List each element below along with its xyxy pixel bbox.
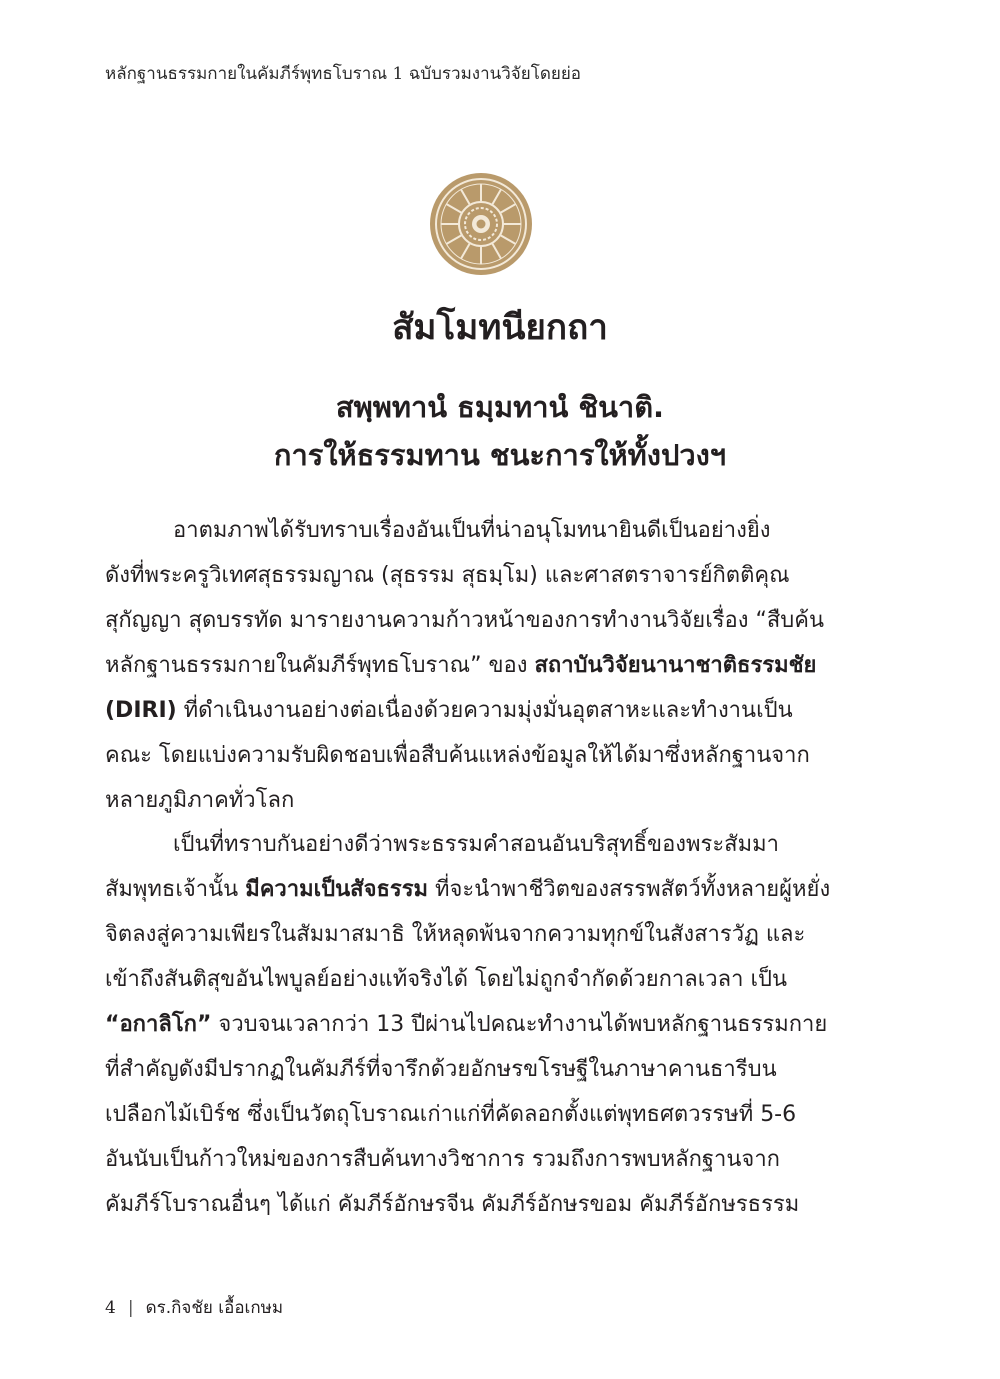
page-number: 4 (105, 1298, 116, 1318)
text-run: หลักฐานธรรมกายในคัมภีร์พุทธโบราณ” ของ (105, 653, 535, 678)
emphasis-akaliko: “อกาลิโก” (105, 1012, 212, 1037)
thai-verse: การให้ธรรมทาน ชนะการให้ทั้งปวงฯ (273, 438, 727, 472)
paragraph-line (105, 553, 865, 598)
text-run: เปลือกไม้เบิร์ช ซึ่งเป็นวัตถุโบราณเก่าแก่ที่คัดลอกตั้งแต่พุทธศตวรรษที่ 5-6 (105, 1102, 797, 1127)
text-run: จิตลงสู่ความเพียรในสัมมาสมาธิ ให้หลุดพ้นจากความทุกข์ในสังสารวัฏ และ (105, 922, 806, 947)
dharma-wheel-icon (428, 171, 534, 277)
text-run: ที่ดำเนินงานอย่างต่อเนื่องด้วยความมุ่งมั่นอุตสาหะและทำงานเป็น (176, 698, 793, 723)
paragraph-line (105, 643, 865, 688)
paragraph-line (105, 1137, 865, 1182)
text-run: เป็นที่ทราบกันอย่างดีว่าพระธรรมคำสอนอันบริสุทธิ์ของพระสัมมา (173, 832, 779, 857)
paragraph-1 (105, 508, 865, 823)
text-run: อันนับเป็นก้าวใหม่ของการสืบค้นทางวิชาการ รวมถึงการพบหลักฐานจาก (105, 1147, 780, 1172)
paragraph-line (105, 1047, 865, 1092)
paragraph-line (105, 822, 865, 867)
paragraph-line (105, 688, 865, 733)
page-title: สัมโมทนียกถา (392, 308, 608, 348)
paragraph-line (105, 1002, 865, 1047)
paragraph-line (105, 957, 865, 1002)
text-run: เข้าถึงสันติสุขอันไพบูลย์อย่างแท้จริงได้ โดยไม่ถูกจำกัดด้วยกาลเวลา เป็น (105, 967, 787, 992)
text-run: หลายภูมิภาคทั่วโลก (105, 788, 295, 813)
paragraph-2 (105, 822, 865, 1227)
text-run: ที่จะนำพาชีวิตของสรรพสัตว์ทั้งหลายผู้หยั่ง (428, 877, 831, 902)
paragraph-line (105, 778, 865, 823)
paragraph-line (105, 508, 865, 553)
paragraph-line (105, 1182, 865, 1227)
pali-verse: สพฺพทานํ ธมฺมทานํ ชินาติ. (335, 390, 665, 424)
footer-separator: | (127, 1298, 134, 1318)
text-run: คัมภีร์โบราณอื่นๆ ได้แก่ คัมภีร์อักษรจีน คัมภีร์อักษรขอม คัมภีร์อักษรธรรม (105, 1192, 800, 1217)
text-run: จวบจนเวลากว่า 13 ปีผ่านไปคณะทำงานได้พบหลักฐานธรรมกาย (211, 1012, 828, 1037)
paragraph-line (105, 912, 865, 957)
page-footer (105, 1294, 283, 1321)
text-run: สุกัญญา สุดบรรทัด มารายงานความก้าวหน้าของการทำงานวิจัยเรื่อง “สืบค้น (105, 608, 825, 633)
author-name: ดร.กิจชัย เอื้อเกษม (145, 1298, 284, 1318)
text-run: อาตมภาพได้รับทราบเรื่องอันเป็นที่น่าอนุโมทนายินดีเป็นอย่างยิ่ง (173, 518, 771, 543)
text-run: คณะ โดยแบ่งความรับผิดชอบเพื่อสืบค้นแหล่งข้อมูลให้ได้มาซึ่งหลักฐานจาก (105, 743, 810, 768)
paragraph-line (105, 867, 865, 912)
running-header: หลักฐานธรรมกายในคัมภีร์พุทธโบราณ 1 ฉบับรวมงานวิจัยโดยย่อ (105, 64, 582, 84)
paragraph-line (105, 733, 865, 778)
text-run: สัมพุทธเจ้านั้น (105, 877, 246, 902)
text-run: ที่สำคัญดังมีปรากฏในคัมภีร์ที่จารึกด้วยอักษรขโรษฐีในภาษาคานธารีบน (105, 1057, 777, 1082)
institute-abbrev: (DIRI) (105, 698, 177, 723)
text-run: ดังที่พระครูวิเทศสุธรรมญาณ (สุธรรม สุธมฺโม) และศาสตราจารย์กิตติคุณ (105, 563, 790, 588)
emphasis-truth: มีความเป็นสัจธรรม (245, 877, 429, 902)
paragraph-line (105, 1092, 865, 1137)
institute-name: สถาบันวิจัยนานาชาติธรรมชัย (534, 653, 817, 678)
paragraph-line (105, 598, 865, 643)
